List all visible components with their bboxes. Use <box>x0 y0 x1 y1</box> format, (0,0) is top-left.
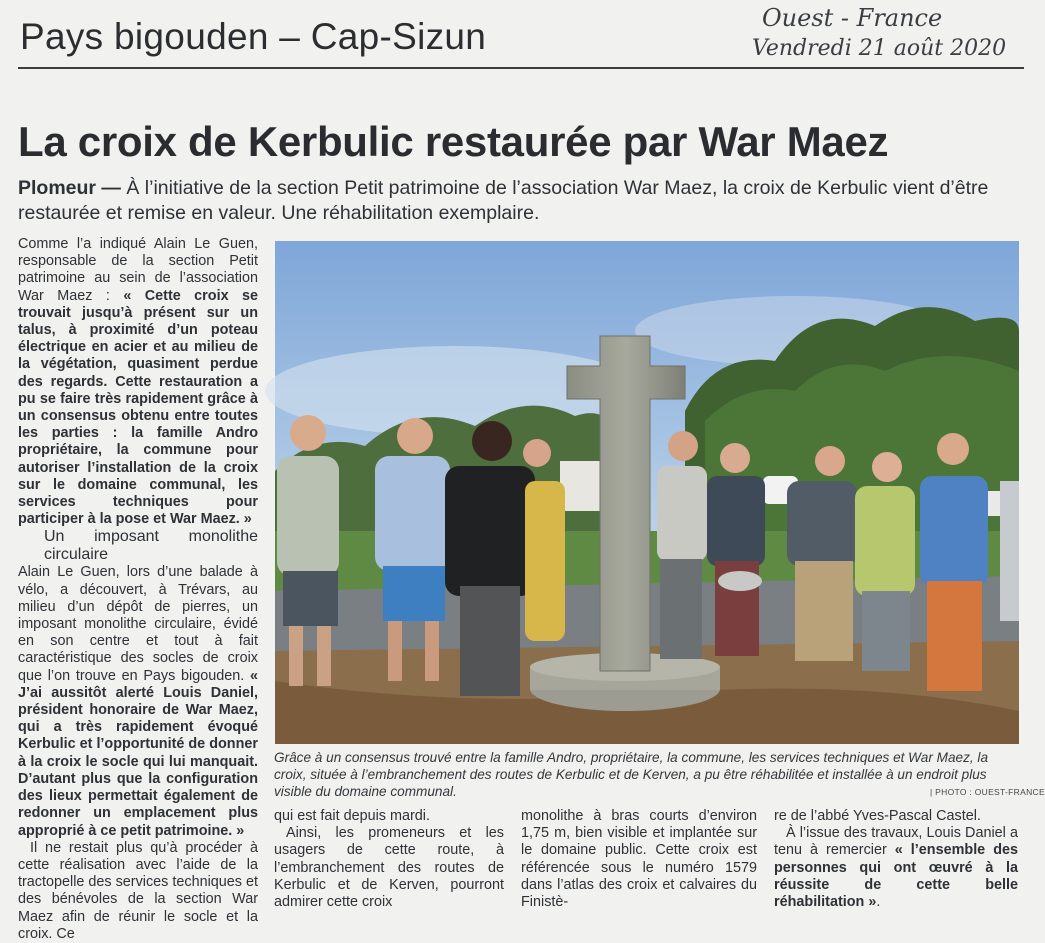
handwritten-source-note: Ouest - France <box>762 4 943 32</box>
paragraph-intro: À l’issue des travaux, Louis Daniel a tenu à remercier <box>774 825 1018 859</box>
section-title: Pays bigouden – Cap-Sizun <box>20 16 487 57</box>
photo-credit: | PHOTO : OUEST-FRANCE <box>930 787 1045 797</box>
quote: « l’ensemble des personnes qui ont œuvré à la réussite de cette belle réhabilitation » <box>774 842 1018 911</box>
paragraph-end: . <box>876 894 881 911</box>
quote: « Cette croix se trouvait jusqu’à présent sur un talus, à proximité d’un poteau électrique en acier et au milieu de la végétation, quasiment perdue des regards. Cette restauration a pu se faire très rapidement grâce à un consensus obtenu entre toutes les parties : la famille Andro propriétaire, la commune pour autoriser l’installation de la croix sur le domaine communal, les services techniques pour participer à la pose et War Maez. » <box>18 287 259 528</box>
subheading: Un imposant monolithe circulaire <box>44 528 258 564</box>
article-column-3 <box>521 808 757 911</box>
header-rule <box>18 67 1024 69</box>
paragraph: Ainsi, les promeneurs et les usagers de cette route, à l’embranchement des routes de Kerbulic et de Kerven, pourront admirer cette croix <box>274 825 504 911</box>
article-column-4 <box>774 808 1018 911</box>
article-column-1 <box>18 236 258 943</box>
article-column-2 <box>274 808 504 911</box>
handwritten-date-note: Vendredi 21 août 2020 <box>752 36 1007 61</box>
article-photo <box>275 241 1019 744</box>
paragraph-text: Alain Le Guen, lors d’une balade à vélo, a découvert, à Trévars, au milieu d’un dépôt de pierres, un imposant monolithe circulaire, évidé en son centre et tout à fait caractéristique des socles de croix que l’on trouve en Pays bigouden. <box>18 564 258 684</box>
paragraph-intro: Comme l’a indiqué Alain Le Guen, responsable de la section Petit patrimoine au sein de l’association War Maez : <box>18 236 258 304</box>
paragraph: qui est fait depuis mardi. <box>274 808 430 824</box>
article-headline: La croix de Kerbulic restaurée par War Maez <box>18 118 889 165</box>
paragraph <box>18 564 258 839</box>
article-chapo <box>18 176 1008 226</box>
paragraph <box>18 236 258 528</box>
photo-caption: Grâce à un consensus trouvé entre la famille Andro, propriétaire, la commune, les services techniques et War Maez, la croix, située à l’embranchement des routes de Kerbulic et de Kerven, a pu être réhabilitée et installée à un endroit plus visible du domaine communal. <box>274 750 989 799</box>
paragraph: re de l’abbé Yves-Pascal Castel. <box>774 808 981 824</box>
paragraph: monolithe à bras courts d’environ 1,75 m, bien visible et implantée sur le domaine public. Cette croix est référencée sous le numéro 1579 dans l’atlas des croix et calvaires du Finistè- <box>521 808 757 911</box>
paragraph: Il ne restait plus qu’à procéder à cette réalisation avec l’aide de la tractopelle des services techniques et des bénévoles de la section War Maez afin de réunir le socle et la croix. Ce <box>18 839 258 942</box>
chapo-text: À l’initiative de la section Petit patrimoine de l’association War Maez, la croix de Kerbulic vient d’être restaurée et remise en valeur. Une réhabilitation exemplaire. <box>18 177 989 224</box>
paragraph <box>774 825 1018 911</box>
dateline: Plomeur — <box>18 177 121 199</box>
quote: « J’ai aussitôt alerté Louis Daniel, président honoraire de War Maez, qui a très rapidement évoqué Kerbulic et l’opportunité de donner à la croix le socle qui lui manquait. D’autant plus que la configuration des lieux permettait également de redonner un emplacement plus approprié à ce petit patrimoine. » <box>18 667 258 839</box>
